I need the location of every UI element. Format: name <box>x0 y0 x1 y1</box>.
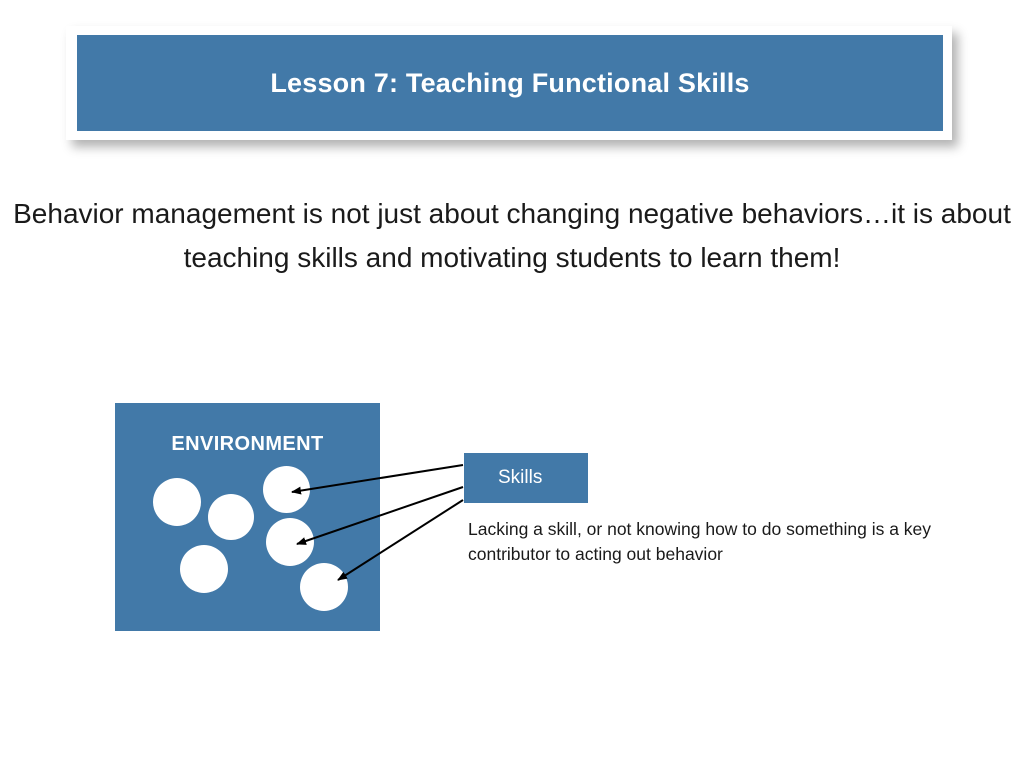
environment-dot <box>266 518 314 566</box>
environment-dot <box>300 563 348 611</box>
diagram-caption: Lacking a skill, or not knowing how to do something is a key contributor to acting out behavior <box>468 519 932 564</box>
environment-dot <box>208 494 254 540</box>
skills-label: Skills <box>498 467 543 488</box>
page-title: Lesson 7: Teaching Functional Skills <box>270 67 750 98</box>
environment-label: ENVIRONMENT <box>171 433 324 455</box>
skills-box <box>464 453 588 503</box>
environment-dot <box>180 545 228 593</box>
title-banner <box>77 35 943 131</box>
environment-dot <box>153 478 201 526</box>
intro-paragraph: Behavior management is not just about changing negative behaviors…it is about teaching skills and motivating students to learn them! <box>13 198 1011 273</box>
environment-dot <box>263 466 310 513</box>
